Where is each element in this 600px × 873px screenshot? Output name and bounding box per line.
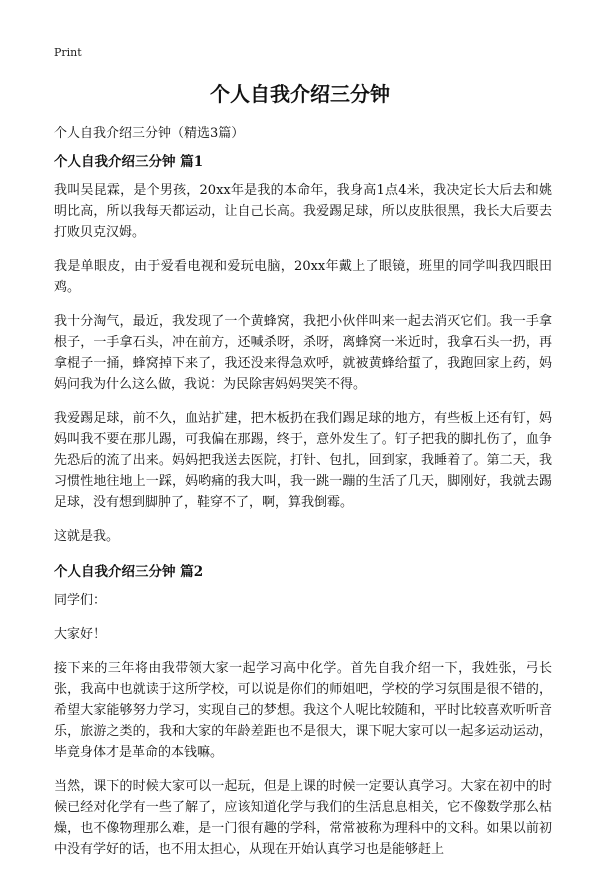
paragraph: 我是单眼皮，由于爱看电视和爱玩电脑，20xx年戴上了眼镜，班里的同学叫我四眼田鸡。 bbox=[54, 259, 552, 295]
paragraph: 我爱踢足球，前不久，血站扩建，把木板扔在我们踢足球的地方，有些板上还有钉，妈妈叫我不要在那儿踢，可我偏在那踢，终于，意外发生了。钉子把我的脚扎伤了，血争先恐后的流了出来。妈妈把我送去医院，打针、包扎，回到家，我睡着了。第二天，我习惯性地往地上一踩，妈哟痛的我大叫，我一跳一蹦的生活了几天，脚刚好，我就去踢足球，没有想到脚肿了，鞋穿不了，啊，算我倒霉。 bbox=[54, 411, 552, 510]
page-title: 个人自我介绍三分钟 bbox=[210, 82, 390, 106]
paragraph: 当然，课下的时候大家可以一起玩，但是上课的时候一定要认真学习。大家在初中的时候已经对化学有一些了解了，应该知道化学与我们的生活息息相关，它不像数学那么枯燥，也不像物理那么难，是一门很有趣的学科，常常被称为理科中的文科。如果以前初中没有学好的话，也不用太担心，从现在开始认真学习也是能够赶上 bbox=[54, 779, 552, 857]
article-content bbox=[54, 150, 552, 873]
paragraph: 这就是我。 bbox=[54, 529, 120, 544]
page-subtitle: 个人自我介绍三分钟（精选3篇） bbox=[54, 126, 245, 141]
section-heading-2: 个人自我介绍三分钟 篇2 bbox=[54, 564, 204, 580]
section-heading-1: 个人自我介绍三分钟 篇1 bbox=[54, 154, 204, 170]
paragraph: 我叫吴昆霖，是个男孩，20xx年是我的本命年，我身高1点4米，我决定长大后去和姚明比高，所以我每天都运动，让自己长高。我爱踢足球，所以皮肤很黑，我长大后要去打败贝克汉姆。 bbox=[54, 183, 552, 240]
print-link[interactable]: Print bbox=[54, 46, 82, 59]
paragraph: 接下来的三年将由我带领大家一起学习高中化学。首先自我介绍一下，我姓张，弓长张，我高中也就读于这所学校，可以说是你们的师姐吧，学校的学习氛围是很不错的，希望大家能够努力学习，实现自己的梦想。我这个人呢比较随和，平时比较喜欢听听音乐，旅游之类的，我和大家的年龄差距也不是很大，课下呢大家可以一起多运动运动，毕竟身体才是革命的本钱嘛。 bbox=[54, 661, 552, 760]
paragraph: 同学们： bbox=[54, 593, 107, 608]
paragraph: 大家好！ bbox=[54, 627, 107, 642]
paragraph: 我十分淘气，最近，我发现了一个黄蜂窝，我把小伙伴叫来一起去消灭它们。我一手拿根子，一手拿石头，冲在前方，还喊杀呀，杀呀，离蜂窝一米近时，我拿石头一扔，再拿棍子一捅，蜂窝掉下来了，我还没来得急欢呼，就被黄蜂给蜇了，我跑回家上药，妈妈问我为什么这么做，我说：为民除害妈妈哭笑不得。 bbox=[54, 314, 552, 392]
